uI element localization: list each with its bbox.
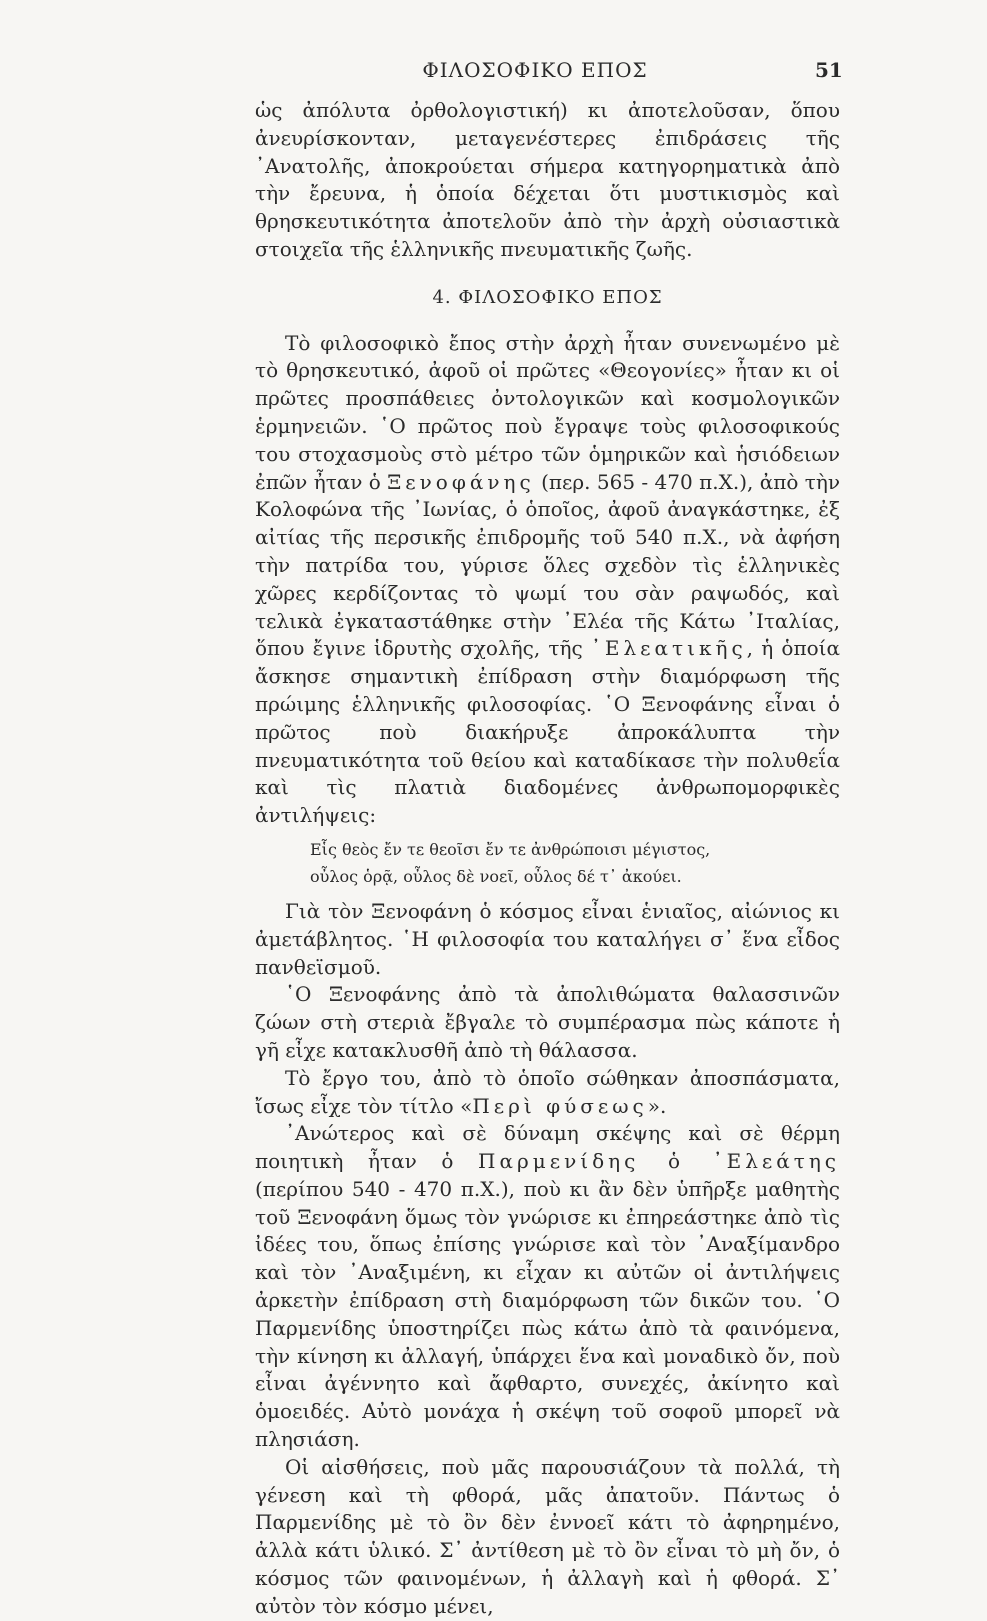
- paragraph-xenophanes: [255, 330, 840, 830]
- paragraph-text: , ἡ ὁποία ἄσκησε σημαντικὴ ἐπίδραση στὴν διαμόρφωση τῆς πρώιμης ἑλληνικῆς φιλοσοφίας. ῾Ο Ξενοφάνης εἶναι ὁ πρῶτος ποὺ διακήρυξε ἀπροκάλυπτα τὴν πνευματικότητα τοῦ θείου καὶ καταδίκασε τὴν πολυθεΐα καὶ τὶς πλατιὰ διαδομένες ἀνθρωπομορφικὲς ἀντιλήψεις:: [255, 636, 841, 828]
- spaced-name-eleatic: ᾿Ελεατικῆς: [590, 636, 747, 661]
- paragraph-text: Τὸ ἔργο του, ἀπὸ τὸ ὁποῖο σώθηκαν ἀποσπάσματα, ἴσως εἶχε τὸν τίτλο «: [255, 1065, 840, 1118]
- paragraph-work-title: [255, 1065, 840, 1121]
- verse-quotation: [310, 836, 840, 890]
- section-heading: 4. ΦΙΛΟΣΟΦΙΚΟ ΕΠΟΣ: [432, 286, 663, 308]
- spaced-name-xenophanes: Ξενοφάνης: [387, 469, 535, 494]
- paragraph-text: (περίπου 540 - 470 π.Χ.), ποὺ κι ἂν δὲν ὑπῆρξε μαθητὴς τοῦ Ξενοφάνη ὅμως τὸν γνώρισε κι ἐπηρεάστηκε ἀπὸ τὶς ἰδέες του, ὅπως ἐπίσης γνώρισε καὶ τὸν ᾿Αναξίμανδρο καὶ τὸν ᾿Αναξιμένη, κι εἶχαν κι αὐτῶν οἱ ἀντιλήψεις ἀρκετὴν ἐπίδραση στὴ διαμόρφωση τῶν δικῶν του. ῾Ο Παρμενίδης ὑποστηρίζει πὼς κάτω ἀπὸ τὰ φαινόμενα, τὴν κίνηση κι ἀλλαγή, ὑπάρχει ἕνα καὶ μοναδικὸ ὄν, ποὺ εἶναι ἀγέννητο καὶ ἄφθαρτο, συνεχές, ἀκίνητο καὶ ὁμοειδές. Αὐτὸ μονάχα ἡ σκέψη τοῦ σοφοῦ μπορεῖ νὰ πλησιάση.: [255, 1176, 840, 1452]
- paragraph-senses: Οἱ αἰσθήσεις, ποὺ μᾶς παρουσιάζουν τὰ πολλά, τὴ γένεση καὶ τὴ φθορά, μᾶς ἀπατοῦν. Πάντως ὁ Παρμενίδης μὲ τὸ ὂν δὲν ἐννοεῖ κάτι τὸ ἀφηρημένο, ἀλλὰ κάτι ὑλικό. Σ᾿ ἀντίθεση μὲ τὸ ὂν εἶναι τὸ μὴ ὄν, ὁ κόσμος τῶν φαινομένων, ἡ ἀλλαγὴ καὶ ἡ φθορά. Σ᾿ αὐτὸν τὸν κόσμο μένει,: [255, 1454, 840, 1618]
- paragraph-parmenides: [255, 1120, 840, 1454]
- verse-line: οὖλος ὁρᾷ, οὖλος δὲ νοεῖ, οὖλος δέ τ᾿ ἀκούει.: [310, 866, 682, 886]
- paragraph-continued: ὡς ἀπόλυτα ὀρθολογιστική) κι ἀποτελοῦσαν, ὅπου ἀνευρίσκονταν, μεταγενέστερες ἐπιδράσεις τῆς ᾿Ανατολῆς, ἀποκρούεται σήμερα κατηγορηματικὰ ἀπὸ τὴν ἔρευνα, ἡ ὁποία δέχεται ὅτι μυστικισμὸς καὶ θρησκευτικότητα ἀποτελοῦν ἀπὸ τὴν ἀρχὴ οὐσιαστικὰ στοιχεῖα τῆς ἑλληνικῆς πνευματικῆς ζωῆς.: [255, 98, 840, 261]
- running-title: ΦΙΛΟΣΟΦΙΚΟ ΕΠΟΣ: [422, 58, 648, 82]
- paragraph-text: ᾿Ανώτερος καὶ σὲ δύναμη σκέψης καὶ σὲ θέρμη ποιητικὴ ἦταν ὁ: [255, 1121, 840, 1174]
- verse-line: Εἷς θεὸς ἔν τε θεοῖσι ἔν τε ἀνθρώποισι μέγιστος,: [310, 839, 711, 859]
- spaced-work-title: Περὶ φύσεως: [472, 1093, 648, 1118]
- paragraph-fossils: ῾Ο Ξενοφάνης ἀπὸ τὰ ἀπολιθώματα θαλασσινῶν ζώων στὴ στεριὰ ἔβγαλε τὸ συμπέρασμα πὼς κάποτε ἡ γῆ εἶχε κατακλυσθῆ ἀπὸ τὴ θάλασσα.: [255, 982, 840, 1062]
- paragraph-text: ».: [647, 1093, 667, 1118]
- spaced-name-parmenides: Παρμενίδης ὁ ᾿Ελεάτης: [478, 1149, 840, 1174]
- paragraph-text: (περ. 565 - 470 π.Χ.), ἀπὸ τὴν Κολοφώνα τῆς ᾿Ιωνίας, ὁ ὁποῖος, ἀφοῦ ἀναγκάστηκε, ἐξ αἰτίας τῆς περσικῆς ἐπιδρομῆς τοῦ 540 π.Χ., νὰ ἀφήση τὴν πατρίδα του, γύρισε ὅλες σχεδὸν τὶς ἑλληνικὲς χῶρες κερδίζοντας τὸ ψωμί του σὰν ραψωδός, καὶ τελικὰ ἐγκαταστάθηκε στὴν ᾿Ελέα τῆς Κάτω ᾿Ιταλίας, ὅπου ἔγινε ἱδρυτὴς σχολῆς, τῆς: [255, 469, 840, 661]
- paragraph-cosmos: Γιὰ τὸν Ξενοφάνη ὁ κόσμος εἶναι ἑνιαῖος, αἰώνιος κι ἀμετάβλητος. ῾Η φιλοσοφία του καταλήγει σ᾿ ἕνα εἶδος πανθεϊσμοῦ.: [255, 898, 840, 979]
- page-number: 51: [815, 58, 843, 82]
- body-text: [255, 97, 840, 1621]
- paragraph-text: Τὸ φιλοσοφικὸ ἔπος στὴν ἀρχὴ ἦταν συνενωμένο μὲ τὸ θρησκευτικό, ἀφοῦ οἱ πρῶτες «Θεογονίες» ἦταν κι οἱ πρῶτες προσπάθειες ὀντολογικῶν καὶ κοσμολογικῶν ἑρμηνειῶν. ῾Ο πρῶτος ποὺ ἔγραψε τοὺς φιλοσοφικούς του στοχασμοὺς στὸ μέτρο τῶν ὁμηρικῶν καὶ ἡσιόδειων ἐπῶν ἦταν ὁ: [255, 330, 840, 494]
